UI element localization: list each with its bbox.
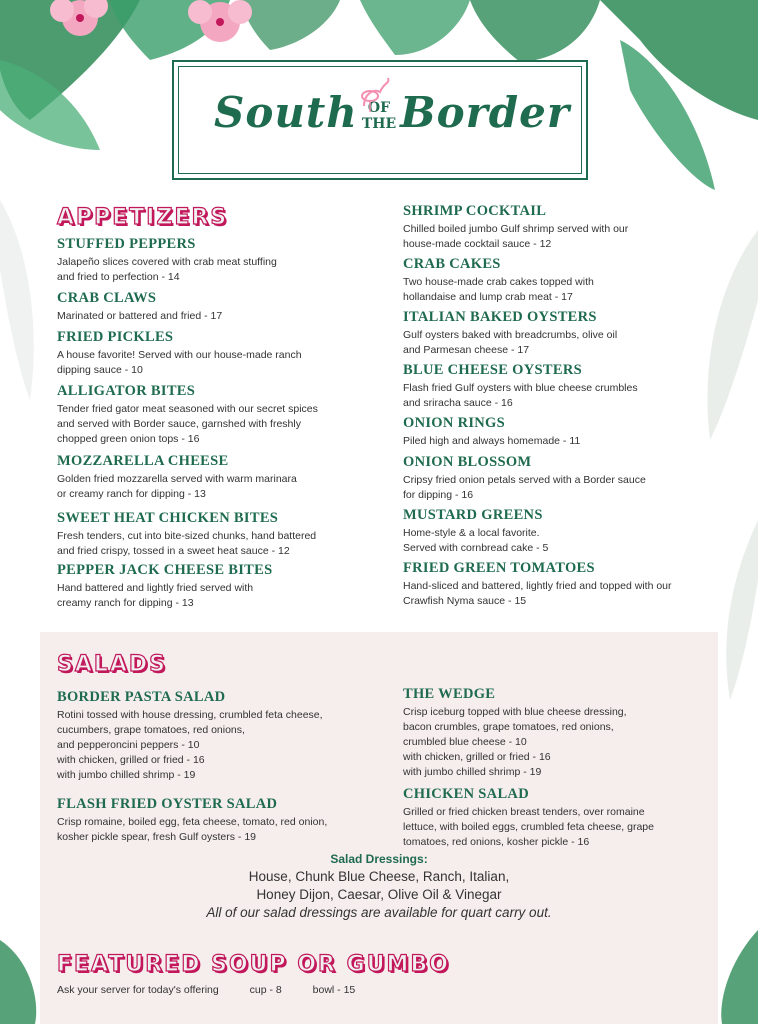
menu-item-description-line: Tender fried gator meat seasoned with our secret spices <box>57 403 318 415</box>
menu-item-name: BORDER PASTA SALAD <box>57 689 226 705</box>
menu-item <box>57 510 357 559</box>
menu-item-description-line: Cripsy fried onion petals served with a Border sauce <box>403 474 646 486</box>
menu-item-description <box>403 275 703 305</box>
menu-item <box>57 453 357 502</box>
menu-item-description-line: house-made cocktail sauce - 12 <box>403 238 552 250</box>
menu-item <box>403 560 703 609</box>
menu-item-name: ONION BLOSSOM <box>403 454 532 470</box>
menu-item <box>403 256 703 305</box>
soup-note: Ask your server for today's offering <box>57 984 219 996</box>
menu-item-description-line: with chicken, grilled or fried - 16 <box>57 754 205 766</box>
menu-item-description <box>403 705 703 780</box>
menu-item <box>403 203 703 252</box>
menu-item <box>57 290 357 324</box>
menu-item-description-line: crumbled blue cheese - 10 <box>403 736 527 748</box>
menu-item-description <box>403 805 703 850</box>
salad-dressings-line-2: Honey Dijon, Caesar, Olive Oil & Vinegar <box>256 887 502 902</box>
menu-item <box>57 796 357 845</box>
menu-item-name: CHICKEN SALAD <box>403 786 529 802</box>
menu-item-description-line: Gulf oysters baked with breadcrumbs, olive oil <box>403 329 618 341</box>
menu-item-description-line: with jumbo chilled shrimp - 19 <box>57 769 196 781</box>
menu-item <box>57 329 357 378</box>
menu-item-description-line: and pepperoncini peppers - 10 <box>57 739 200 751</box>
menu-item <box>57 689 357 783</box>
menu-item <box>403 454 703 503</box>
menu-item <box>57 562 357 611</box>
menu-item-name: PEPPER JACK CHEESE BITES <box>57 562 273 578</box>
menu-item-description-line: and Parmesan cheese - 17 <box>403 344 530 356</box>
menu-item <box>57 236 357 285</box>
menu-item-description-line: lettuce, with boiled eggs, crumbled feta cheese, grape <box>403 821 654 833</box>
soup-cup-price: cup - 8 <box>249 984 282 996</box>
menu-item-description <box>403 222 703 252</box>
menu-item-description-line: Hand battered and lightly fried served with <box>57 582 254 594</box>
menu-item-description-line: with jumbo chilled shrimp - 19 <box>403 766 542 778</box>
menu-item-name: MOZZARELLA CHEESE <box>57 453 229 469</box>
menu-item-description <box>57 708 357 783</box>
menu-item-description-line: A house favorite! Served with our house-made ranch <box>57 349 302 361</box>
menu-item-name: ALLIGATOR BITES <box>57 383 196 399</box>
menu-item-name: CRAB CLAWS <box>57 290 157 306</box>
menu-item-description-line: Rotini tossed with house dressing, crumbled feta cheese, <box>57 709 323 721</box>
menu-item-description-line: Fresh tenders, cut into bite-sized chunks, hand battered <box>57 530 317 542</box>
menu-item-description <box>57 581 357 611</box>
soup-heading: FEATURED SOUP OR GUMBO <box>57 952 450 977</box>
menu-item-description <box>57 309 357 324</box>
menu-item-description-line: Crawfish Nyma sauce - 15 <box>403 595 527 607</box>
soup-bowl-price: bowl - 15 <box>312 984 356 996</box>
menu-item-description <box>403 381 703 411</box>
menu-item <box>403 507 703 556</box>
menu-item-description-line: Flash fried Gulf oysters with blue cheese crumbles <box>403 382 638 394</box>
menu-item-description-line: chopped green onion tops - 16 <box>57 433 200 445</box>
soup-details <box>57 984 383 996</box>
menu-item-description <box>57 529 357 559</box>
menu-item-description <box>403 526 703 556</box>
menu-item-description-line: and fried to perfection - 14 <box>57 271 180 283</box>
menu-item-description-line: Marinated or battered and fried - 17 <box>57 310 223 322</box>
appetizers-heading: APPETIZERS <box>57 205 229 230</box>
menu-item-name: MUSTARD GREENS <box>403 507 543 523</box>
menu-item-description-line: Hand-sliced and battered, lightly fried and topped with our <box>403 580 672 592</box>
salad-dressings-carry-out-note: All of our salad dressings are available for quart carry out. <box>206 905 552 920</box>
menu-item-description-line: and fried crispy, tossed in a sweet heat sauce - 12 <box>57 545 290 557</box>
menu-item-name: ONION RINGS <box>403 415 505 431</box>
menu-item-description-line: creamy ranch for dipping - 13 <box>57 597 194 609</box>
logo-word-border: Border <box>400 88 571 137</box>
menu-item-description-line: Grilled or fried chicken breast tenders, over romaine <box>403 806 645 818</box>
menu-item-name: THE WEDGE <box>403 686 496 702</box>
menu-item <box>403 362 703 411</box>
menu-item <box>403 686 703 780</box>
menu-item-description <box>57 402 357 447</box>
menu-item-description-line: kosher pickle spear, fresh Gulf oysters - 19 <box>57 831 257 843</box>
menu-item-description-line: Golden fried mozzarella served with warm marinara <box>57 473 297 485</box>
menu-item-name: FRIED GREEN TOMATOES <box>403 560 595 576</box>
menu-item-description <box>57 815 357 845</box>
menu-item-description-line: Home-style & a local favorite. <box>403 527 540 539</box>
menu-item-description-line: cucumbers, grape tomatoes, red onions, <box>57 724 245 736</box>
menu-item-description-line: Served with cornbread cake - 5 <box>403 542 549 554</box>
menu-item-description <box>403 579 703 609</box>
menu-item-description-line: with chicken, grilled or fried - 16 <box>403 751 551 763</box>
menu-item-description <box>403 473 703 503</box>
salad-dressings-line-1: House, Chunk Blue Cheese, Ranch, Italian, <box>248 869 510 884</box>
menu-item-name: ITALIAN BAKED OYSTERS <box>403 309 597 325</box>
menu-item-description-line: Two house-made crab cakes topped with <box>403 276 594 288</box>
menu-item <box>403 309 703 358</box>
menu-item-name: BLUE CHEESE OYSTERS <box>403 362 582 378</box>
menu-item-description <box>57 472 357 502</box>
menu-item-name: SWEET HEAT CHICKEN BITES <box>57 510 279 526</box>
menu-item-description-line: Chilled boiled jumbo Gulf shrimp served with our <box>403 223 629 235</box>
menu-item-description <box>403 434 703 449</box>
menu-item-description-line: Jalapeño slices covered with crab meat stuffing <box>57 256 277 268</box>
salads-heading: SALADS <box>57 652 168 677</box>
menu-item-description <box>57 255 357 285</box>
menu-item <box>403 415 703 449</box>
menu-item-description <box>57 348 357 378</box>
menu-item-description-line: Crisp romaine, boiled egg, feta cheese, tomato, red onion, <box>57 816 328 828</box>
menu-item-description-line: bacon crumbles, grape tomatoes, red onions, <box>403 721 614 733</box>
menu-item-description-line: or creamy ranch for dipping - 13 <box>57 488 206 500</box>
menu-item-description-line: and served with Border sauce, garnshed with freshly <box>57 418 301 430</box>
menu-item-name: CRAB CAKES <box>403 256 501 272</box>
salad-dressings-title: Salad Dressings: <box>330 852 428 866</box>
menu-item-description-line: hollandaise and lump crab meat - 17 <box>403 291 573 303</box>
menu-item-name: STUFFED PEPPERS <box>57 236 196 252</box>
menu-item-description-line: and sriracha sauce - 16 <box>403 397 513 409</box>
menu-item-name: FLASH FRIED OYSTER SALAD <box>57 796 278 812</box>
menu-item-description-line: Piled high and always homemade - 11 <box>403 435 581 447</box>
menu-item-name: FRIED PICKLES <box>57 329 174 345</box>
logo-word-south: South <box>214 88 358 137</box>
menu-item-name: SHRIMP COCKTAIL <box>403 203 547 219</box>
menu-item <box>57 383 357 447</box>
menu-item-description-line: tomatoes, red onions, kosher pickle - 16 <box>403 836 590 848</box>
logo-word-of-the: OF THE <box>361 100 397 132</box>
logo-box <box>172 60 588 180</box>
menu-item <box>403 786 703 850</box>
menu-item-description-line: for dipping - 16 <box>403 489 474 501</box>
menu-item-description-line: dipping sauce - 10 <box>57 364 143 376</box>
flamingo-icon <box>354 74 394 114</box>
menu-item-description-line: Crisp iceburg topped with blue cheese dressing, <box>403 706 627 718</box>
menu-item-description <box>403 328 703 358</box>
